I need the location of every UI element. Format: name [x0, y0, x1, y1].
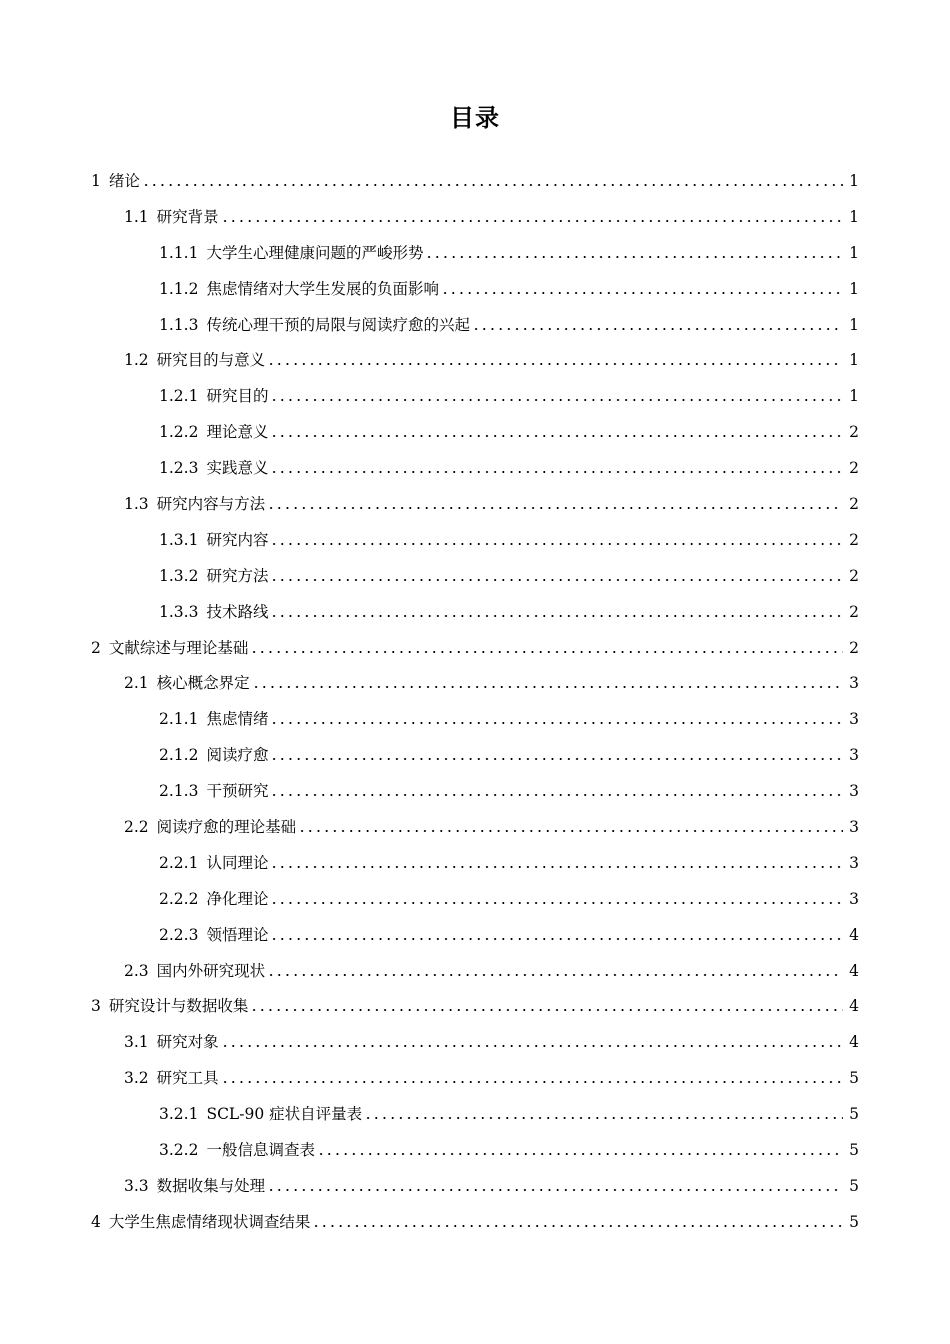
toc-entry-number: 2.2.2 [159, 889, 199, 908]
toc-entry[interactable] [0, 737, 950, 773]
dot-leader [270, 471, 843, 473]
toc-list [0, 163, 950, 1240]
toc-entry-label: 大学生焦虑情绪现状调查结果 [108, 1212, 311, 1231]
toc-entry-label: 国内外研究现状 [156, 961, 266, 980]
toc-entry-page: 5 [849, 1069, 859, 1088]
toc-entry-number: 1.2.2 [159, 423, 199, 442]
toc-entry[interactable] [0, 1132, 950, 1168]
dot-leader [270, 938, 843, 940]
toc-entry-number: 1.1 [124, 207, 149, 226]
dot-leader [312, 1225, 843, 1227]
toc-entry-page: 1 [849, 279, 859, 298]
toc-entry[interactable] [0, 1168, 950, 1204]
toc-entry-label: 领悟理论 [206, 925, 269, 944]
toc-entry-label: 研究对象 [156, 1033, 219, 1052]
dot-leader [364, 1117, 843, 1119]
toc-entry-number: 1.2 [124, 351, 149, 370]
toc-entry-number: 1.1.3 [159, 315, 199, 334]
dot-leader [472, 328, 843, 330]
toc-entry-label: 大学生心理健康问题的严峻形势 [206, 243, 424, 262]
toc-entry-number: 1.1.2 [159, 279, 199, 298]
toc-entry-label: 数据收集与处理 [156, 1176, 266, 1195]
toc-entry[interactable] [0, 988, 950, 1024]
toc-entry-label: 绪论 [108, 171, 140, 190]
toc-entry[interactable] [0, 486, 950, 522]
toc-entry-number: 2.2 [124, 817, 149, 836]
dot-leader [270, 794, 843, 796]
toc-entry-page: 4 [849, 997, 859, 1016]
toc-entry[interactable] [0, 845, 950, 881]
toc-entry-number: 3.2 [124, 1069, 149, 1088]
toc-entry-page: 1 [849, 351, 859, 370]
toc-entry-label: SCL-90 症状自评量表 [206, 1105, 363, 1124]
toc-entry-page: 4 [849, 925, 859, 944]
dot-leader [267, 974, 843, 976]
toc-entry[interactable] [0, 1060, 950, 1096]
toc-entry[interactable] [0, 809, 950, 845]
toc-entry-page: 2 [849, 459, 859, 478]
toc-entry[interactable] [0, 630, 950, 666]
toc-entry[interactable] [0, 342, 950, 378]
toc-entry-label: 研究设计与数据收集 [108, 997, 249, 1016]
toc-entry-number: 2.1.3 [159, 782, 199, 801]
toc-entry-label: 实践意义 [206, 459, 269, 478]
toc-entry-page: 3 [849, 674, 859, 693]
toc-entry-label: 认同理论 [206, 853, 269, 872]
dot-leader [270, 758, 843, 760]
toc-entry-number: 2.1 [124, 674, 149, 693]
toc-entry-number: 1.2.1 [159, 387, 199, 406]
toc-entry-page: 3 [849, 746, 859, 765]
toc-entry-label: 阅读疗愈的理论基础 [156, 817, 297, 836]
toc-entry[interactable] [0, 665, 950, 701]
toc-entry[interactable] [0, 1096, 950, 1132]
dot-leader [270, 866, 843, 868]
toc-entry-number: 3 [91, 997, 101, 1016]
toc-entry-label: 文献综述与理论基础 [108, 638, 249, 657]
toc-entry-page: 2 [849, 602, 859, 621]
toc-entry[interactable] [0, 235, 950, 271]
toc-entry-page: 5 [849, 1105, 859, 1124]
toc-entry[interactable] [0, 558, 950, 594]
toc-entry-number: 1.3 [124, 494, 149, 513]
toc-entry-number: 2.1.2 [159, 746, 199, 765]
toc-entry-page: 1 [849, 387, 859, 406]
toc-entry-label: 干预研究 [206, 782, 269, 801]
toc-entry[interactable] [0, 163, 950, 199]
dot-leader [221, 1081, 843, 1083]
dot-leader [250, 1009, 843, 1011]
toc-entry-page: 1 [849, 171, 859, 190]
toc-entry-page: 2 [849, 494, 859, 513]
toc-entry[interactable] [0, 773, 950, 809]
toc-entry-number: 1 [91, 171, 101, 190]
dot-leader [441, 292, 843, 294]
toc-entry-page: 3 [849, 710, 859, 729]
toc-entry-page: 5 [849, 1212, 859, 1231]
toc-entry[interactable] [0, 701, 950, 737]
dot-leader [142, 184, 843, 186]
toc-entry[interactable] [0, 378, 950, 414]
toc-entry-page: 4 [849, 961, 859, 980]
toc-entry-page: 1 [849, 243, 859, 262]
dot-leader [270, 902, 843, 904]
toc-entry[interactable] [0, 1204, 950, 1240]
dot-leader [270, 615, 843, 617]
dot-leader [425, 256, 843, 258]
toc-entry-page: 1 [849, 315, 859, 334]
dot-leader [270, 399, 843, 401]
toc-entry-number: 3.1 [124, 1033, 149, 1052]
toc-entry-page: 4 [849, 1033, 859, 1052]
dot-leader [250, 651, 843, 653]
toc-entry[interactable] [0, 594, 950, 630]
dot-leader [298, 830, 843, 832]
page-title: 目录 [450, 104, 500, 132]
toc-entry[interactable] [0, 414, 950, 450]
toc-entry-label: 研究背景 [156, 207, 219, 226]
toc-entry-label: 传统心理干预的局限与阅读疗愈的兴起 [206, 315, 470, 334]
toc-entry-page: 5 [849, 1176, 859, 1195]
toc-entry-page: 3 [849, 817, 859, 836]
toc-entry-page: 5 [849, 1140, 859, 1159]
toc-entry-page: 3 [849, 853, 859, 872]
toc-entry-number: 2.3 [124, 961, 149, 980]
dot-leader [221, 220, 843, 222]
dot-leader [252, 686, 843, 688]
toc-entry[interactable] [0, 917, 950, 953]
toc-entry-number: 1.1.1 [159, 243, 199, 262]
dot-leader [270, 579, 843, 581]
toc-entry-number: 3.2.1 [159, 1105, 199, 1124]
toc-entry-page: 1 [849, 207, 859, 226]
toc-entry[interactable] [0, 1024, 950, 1060]
toc-entry-label: 焦虑情绪 [206, 710, 269, 729]
toc-entry-number: 2 [91, 638, 101, 657]
toc-entry-number: 4 [91, 1212, 101, 1231]
toc-entry-number: 1.3.3 [159, 602, 199, 621]
toc-entry-label: 研究工具 [156, 1069, 219, 1088]
toc-entry-number: 3.2.2 [159, 1140, 199, 1159]
toc-entry-label: 研究方法 [206, 566, 269, 585]
toc-entry[interactable] [0, 522, 950, 558]
toc-entry-label: 研究内容与方法 [156, 494, 266, 513]
toc-entry[interactable] [0, 953, 950, 989]
toc-entry-label: 净化理论 [206, 889, 269, 908]
toc-entry-label: 研究目的与意义 [156, 351, 266, 370]
toc-entry-label: 技术路线 [206, 602, 269, 621]
dot-leader [270, 435, 843, 437]
toc-entry[interactable] [0, 450, 950, 486]
dot-leader [270, 543, 843, 545]
toc-entry-label: 理论意义 [206, 423, 269, 442]
toc-entry-number: 1.3.1 [159, 530, 199, 549]
toc-entry-page: 3 [849, 889, 859, 908]
toc-entry-label: 阅读疗愈 [206, 746, 269, 765]
dot-leader [221, 1045, 843, 1047]
toc-entry-number: 2.2.3 [159, 925, 199, 944]
toc-entry-label: 焦虑情绪对大学生发展的负面影响 [206, 279, 439, 298]
toc-entry-number: 3.3 [124, 1176, 149, 1195]
toc-entry-label: 研究内容 [206, 530, 269, 549]
toc-entry-page: 3 [849, 782, 859, 801]
toc-entry[interactable] [0, 881, 950, 917]
toc-entry-number: 1.3.2 [159, 566, 199, 585]
toc-entry[interactable] [0, 271, 950, 307]
toc-entry-number: 2.2.1 [159, 853, 199, 872]
toc-entry-page: 2 [849, 566, 859, 585]
dot-leader [267, 363, 843, 365]
dot-leader [317, 1153, 843, 1155]
toc-entry-page: 2 [849, 638, 859, 657]
toc-entry-label: 一般信息调查表 [206, 1140, 315, 1159]
toc-entry-page: 2 [849, 423, 859, 442]
toc-entry[interactable] [0, 199, 950, 235]
dot-leader [267, 507, 843, 509]
toc-entry-number: 2.1.1 [159, 710, 199, 729]
dot-leader [270, 722, 843, 724]
toc-entry-page: 2 [849, 530, 859, 549]
toc-entry[interactable] [0, 307, 950, 343]
toc-entry-label: 研究目的 [206, 387, 269, 406]
dot-leader [267, 1189, 843, 1191]
toc-entry-label: 核心概念界定 [156, 674, 250, 693]
toc-entry-number: 1.2.3 [159, 459, 199, 478]
